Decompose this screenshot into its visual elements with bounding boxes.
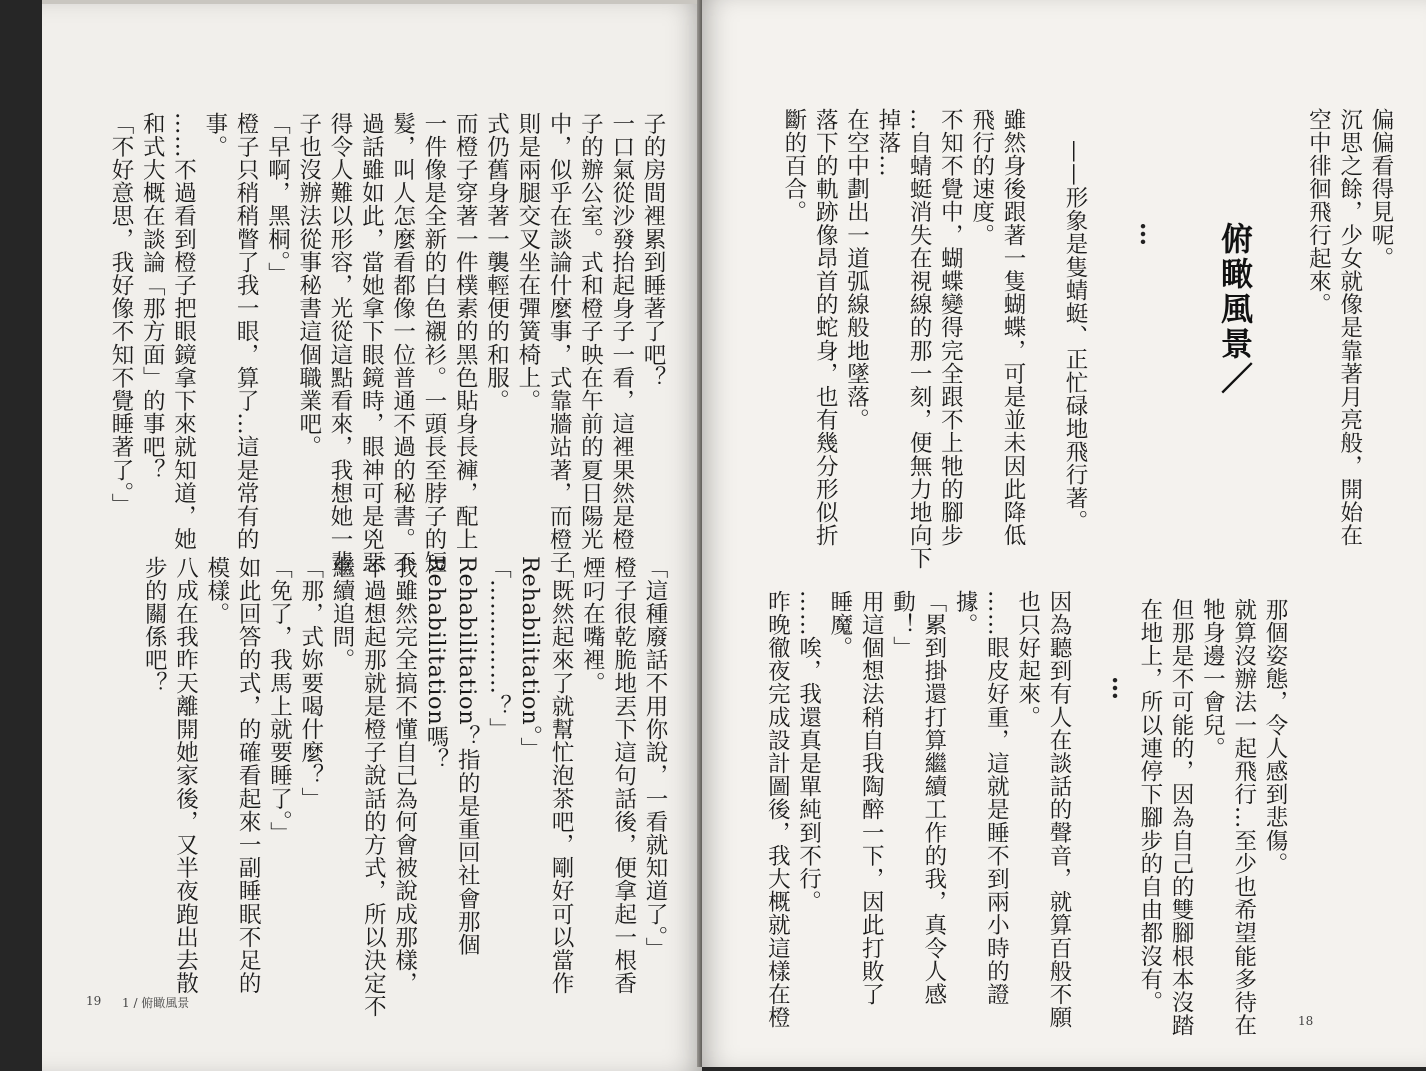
text-line: …自蜻蜓消失在視線的那一刻，便無力地向下 [906,108,933,570]
text-line: 「這種廢話不用你說，一看就知道了。」 [642,556,668,961]
text-line: 用這個想法稍自我陶醉一下，因此打敗了 [858,590,885,1006]
text-line: 飛行的速度。 [968,108,995,247]
text-line: 「早啊，黑桐。」 [264,112,291,286]
text-line: 在空中劃出一道弧線般地墜落。 [843,108,870,432]
section-break-upper: … [1135,222,1164,246]
text-line: 偏偏看得見呢。 [1368,108,1394,270]
text-line: 煙叼在嘴裡。 [579,556,606,695]
text-line: 但那是不可能的，因為自己的雙腳根本沒踏 [1168,598,1195,1037]
text-line: 中，似乎在談論什麼事，式靠牆站著，而橙子 [546,112,573,574]
text-line: 「不好意思，我好像不知不覺睡著了。」 [107,112,134,517]
text-line: 步的關係吧？ [141,556,168,695]
text-line: 在地上，所以連停下腳步的自由都沒有。 [1136,598,1163,1014]
right-lower-text-b [761,590,1074,1029]
right-upper-text-a [1302,108,1396,547]
text-line: ……唉，我還真是單純到不行。 [795,590,822,914]
text-line: 繼續追問。 [329,556,356,672]
text-line: 「免了，我馬上就要睡了。」 [266,556,293,846]
text-line: 因為聽到有人在談話的聲音，就算百般不願 [1046,590,1072,1029]
text-line: 雖然身後跟著一隻蝴蝶，可是並未因此降低 [1000,108,1026,547]
text-line: 模樣。 [203,556,230,626]
text-line: Rehabilitation嗎？ [422,556,449,772]
text-line: 斷的百合。 [780,108,807,224]
text-line: 牠身邊一會兒。 [1199,598,1226,760]
text-line: 而橙子穿著一件樸素的黑色貼身長褲，配上 [452,112,479,551]
text-line: 和式大概在談論「那方面」的事吧？ [139,112,166,482]
text-line: 「累到掛還打算繼續工作的我，真令人感 [920,590,947,1006]
text-line: 「……………？」 [485,556,512,741]
text-line: 空中徘徊飛行起來。 [1305,108,1332,316]
section-break-lower: … [1107,676,1136,700]
chapter-title: 俯瞰風景／ [1216,222,1254,397]
text-line: 「那，式妳要喝什麼？」 [297,556,324,811]
text-line: 事。 [201,112,228,159]
text-line: ……眼皮好重，這就是睡不到兩小時的證 [983,590,1010,1006]
text-line: 子的房間裡累到睡著了吧？ [640,112,666,390]
epigraph: ——形象是隻蜻蜓、正忙碌地飛行著。 [1062,140,1088,533]
text-line: 睡魔。 [826,590,853,660]
text-line: 橙子很乾脆地丟下這句話後，便拿起一根香 [610,556,637,995]
text-line: 如此回答的式，的確看起來一副睡眠不足的 [235,556,262,995]
text-line: 昨晚徹夜完成設計圖後，我大概就這樣在橙 [764,590,791,1029]
text-line: 一口氣從沙發抬起身子一看，這裡果然是橙 [608,112,635,551]
text-line: 子也沒辦法從事秘書這個職業吧。 [295,112,322,459]
text-line: 沉思之餘，少女就像是靠著月亮般，開始在 [1336,108,1363,547]
page-number-right: 18 [1298,1014,1314,1028]
text-line: 掉落… [874,108,901,178]
text-line: 得令人難以形容，光從這點看來，我想她一輩 [327,112,354,574]
text-line: 落下的軌跡像昂首的蛇身，也有幾分形似折 [812,108,839,547]
text-line: 子的辦公室。式和橙子映在午前的夏日陽光 [577,112,604,551]
text-line: 髮，叫人怎麼看都像一位普通不過的秘書。不 [389,112,416,574]
text-line: Rehabilitation。」 [516,556,543,761]
text-line: 動！」 [889,590,916,660]
text-line: 也只好起來。 [1014,590,1041,729]
running-head: 1 / 俯瞰風景 [122,996,190,1010]
text-line: 則是兩腿交叉坐在彈簧椅上。 [514,112,541,413]
text-line: 不過想起那就是橙子說話的方式，所以決定不 [360,556,387,1018]
text-line: 過話雖如此，當她拿下眼鏡時，眼神可是兇惡 [358,112,385,574]
right-upper-text-b [778,108,1028,570]
text-line: 據。 [952,590,979,637]
text-line: 橙子只稍稍瞥了我一眼，算了…這是常有的 [233,112,260,551]
right-lower-text-a [1134,598,1290,1037]
text-line: 「既然起來了就幫忙泡茶吧，剛好可以當作 [548,556,575,995]
text-line: 我雖然完全搞不懂自己為何會被說成那樣， [391,556,418,995]
text-line: 就算沒辦法一起飛行…至少也希望能多待在 [1230,598,1257,1037]
text-line: ……不過看到橙子把眼鏡拿下來就知道，她 [170,112,197,551]
text-line: Rehabilitation？指的是重回社會那個 [454,556,481,957]
text-line: 式仍舊身著一襲輕便的和服。 [483,112,510,413]
left-upper-text [105,112,668,574]
left-page [42,0,702,1071]
text-line: 八成在我昨天離開她家後，又半夜跑出去散 [172,556,199,995]
text-line: 一件像是全新的白色襯衫。一頭長至脖子的短 [420,112,447,574]
text-line: 不知不覺中，蝴蝶變得完全跟不上牠的腳步 [937,108,964,547]
page-number-left: 19 [86,994,102,1008]
right-page [702,0,1426,1067]
text-line: 那個姿態，令人感到悲傷。 [1262,598,1288,876]
